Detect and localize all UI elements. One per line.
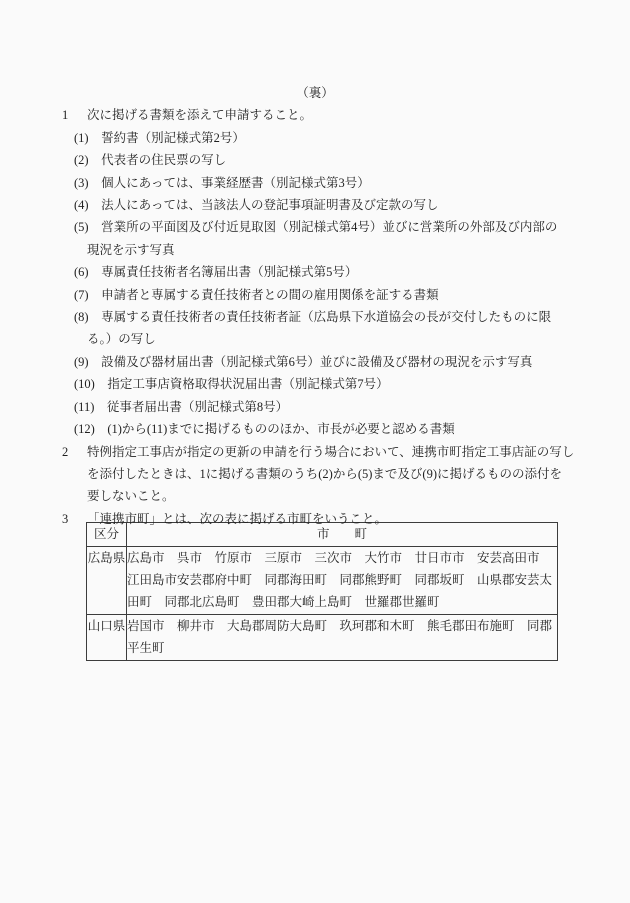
section-number: 1 bbox=[62, 108, 69, 123]
section-body bbox=[87, 104, 630, 126]
list-item-line: (12) (1)から(11)までに掲げるもののほか、市長が必要と認める書類 bbox=[74, 422, 455, 437]
list-item-line: (6) 専属責任技術者名簿届出書（別記様式第5号） bbox=[74, 265, 358, 280]
region-cell: 広島県 bbox=[87, 546, 127, 614]
municipalities-line: 広島市 呉市 竹原市 三原市 三次市 大竹市 廿日市市 安芸高田市 bbox=[127, 550, 540, 565]
list-item bbox=[0, 149, 630, 171]
municipalities-table bbox=[86, 522, 558, 660]
list-item bbox=[0, 127, 630, 149]
sections bbox=[0, 104, 630, 530]
municipalities-line: 岩国市 柳井市 大島郡周防大島町 玖珂郡和木町 熊毛郡田布施町 同郡 bbox=[127, 618, 553, 633]
list-item-line: (1) 誓約書（別記様式第2号） bbox=[74, 130, 245, 145]
list-item bbox=[0, 216, 630, 261]
list-item-continuation-line: る。）の写し bbox=[87, 332, 156, 347]
section-text-line: 特例指定工事店が指定の更新の申請を行う場合において、連携市町指定工事店証の写し bbox=[87, 444, 575, 459]
section-text-line: 次に掲げる書類を添えて申請すること。 bbox=[87, 108, 313, 123]
list-item bbox=[0, 418, 630, 440]
section-item-2 bbox=[62, 441, 630, 508]
list-item bbox=[0, 284, 630, 306]
list-item-line: (3) 個人にあっては、事業経歴書（別記様式第3号） bbox=[74, 175, 370, 190]
list-item-line: (9) 設備及び器材届出書（別記様式第6号）並びに設備及び器材の現況を示す写真 bbox=[74, 354, 533, 369]
section-item-1 bbox=[62, 104, 630, 126]
section-number: 2 bbox=[62, 444, 69, 459]
table-row bbox=[87, 614, 558, 660]
section-text-line: 要しないこと。 bbox=[87, 489, 175, 504]
list-item bbox=[0, 351, 630, 373]
region-cell: 山口県 bbox=[87, 614, 127, 660]
table-row bbox=[87, 546, 558, 614]
list-item-line: (11) 従事者届出書（別記様式第8号） bbox=[74, 399, 289, 414]
municipalities-cell bbox=[127, 546, 558, 614]
list-item bbox=[0, 172, 630, 194]
list-item bbox=[0, 194, 630, 216]
section-number: 3 bbox=[62, 511, 69, 526]
municipalities-line: 平生町 bbox=[127, 641, 165, 656]
section-body bbox=[87, 441, 630, 508]
column-header-category: 区分 bbox=[87, 523, 127, 546]
section-text-line: 「連携市町」とは、次の表に掲げる市町をいうこと。 bbox=[87, 511, 388, 526]
list-item bbox=[0, 261, 630, 283]
municipalities-line: 江田島市安芸郡府中町 同郡海田町 同郡熊野町 同郡坂町 山県郡安芸太 bbox=[127, 572, 553, 587]
list-item-line: (2) 代表者の住民票の写し bbox=[74, 153, 227, 168]
list-item-continuation-line: 現況を示す写真 bbox=[87, 242, 175, 257]
column-header-municipalities: 市 町 bbox=[127, 523, 558, 546]
list-item-line: (7) 申請者と専属する責任技術者との間の雇用関係を証する書類 bbox=[74, 287, 439, 302]
list-item bbox=[0, 396, 630, 418]
list-item-line: (10) 指定工事店資格取得状況届出書（別記様式第7号） bbox=[74, 377, 389, 392]
list-item bbox=[0, 373, 630, 395]
table-body bbox=[87, 546, 558, 660]
municipalities-line: 田町 同郡北広島町 豊田郡大崎上島町 世羅郡世羅町 bbox=[127, 595, 440, 610]
list-item-line: (4) 法人にあっては、当該法人の登記事項証明書及び定款の写し bbox=[74, 198, 439, 213]
page-side-label: （裏） bbox=[296, 86, 334, 100]
list-item bbox=[0, 306, 630, 351]
municipalities-cell bbox=[127, 614, 558, 660]
list-item-line: (8) 専属する責任技術者の責任技術者証（広島県下水道協会の長が交付したものに限 bbox=[74, 310, 552, 325]
section-text-line: を添付したときは、1に掲げる書類のうち(2)から(5)まで及び(9)に掲げるものの添付を bbox=[87, 466, 562, 481]
list-item-line: (5) 営業所の平面図及び付近見取図（別記様式第4号）並びに営業所の外部及び内部の bbox=[74, 220, 558, 235]
